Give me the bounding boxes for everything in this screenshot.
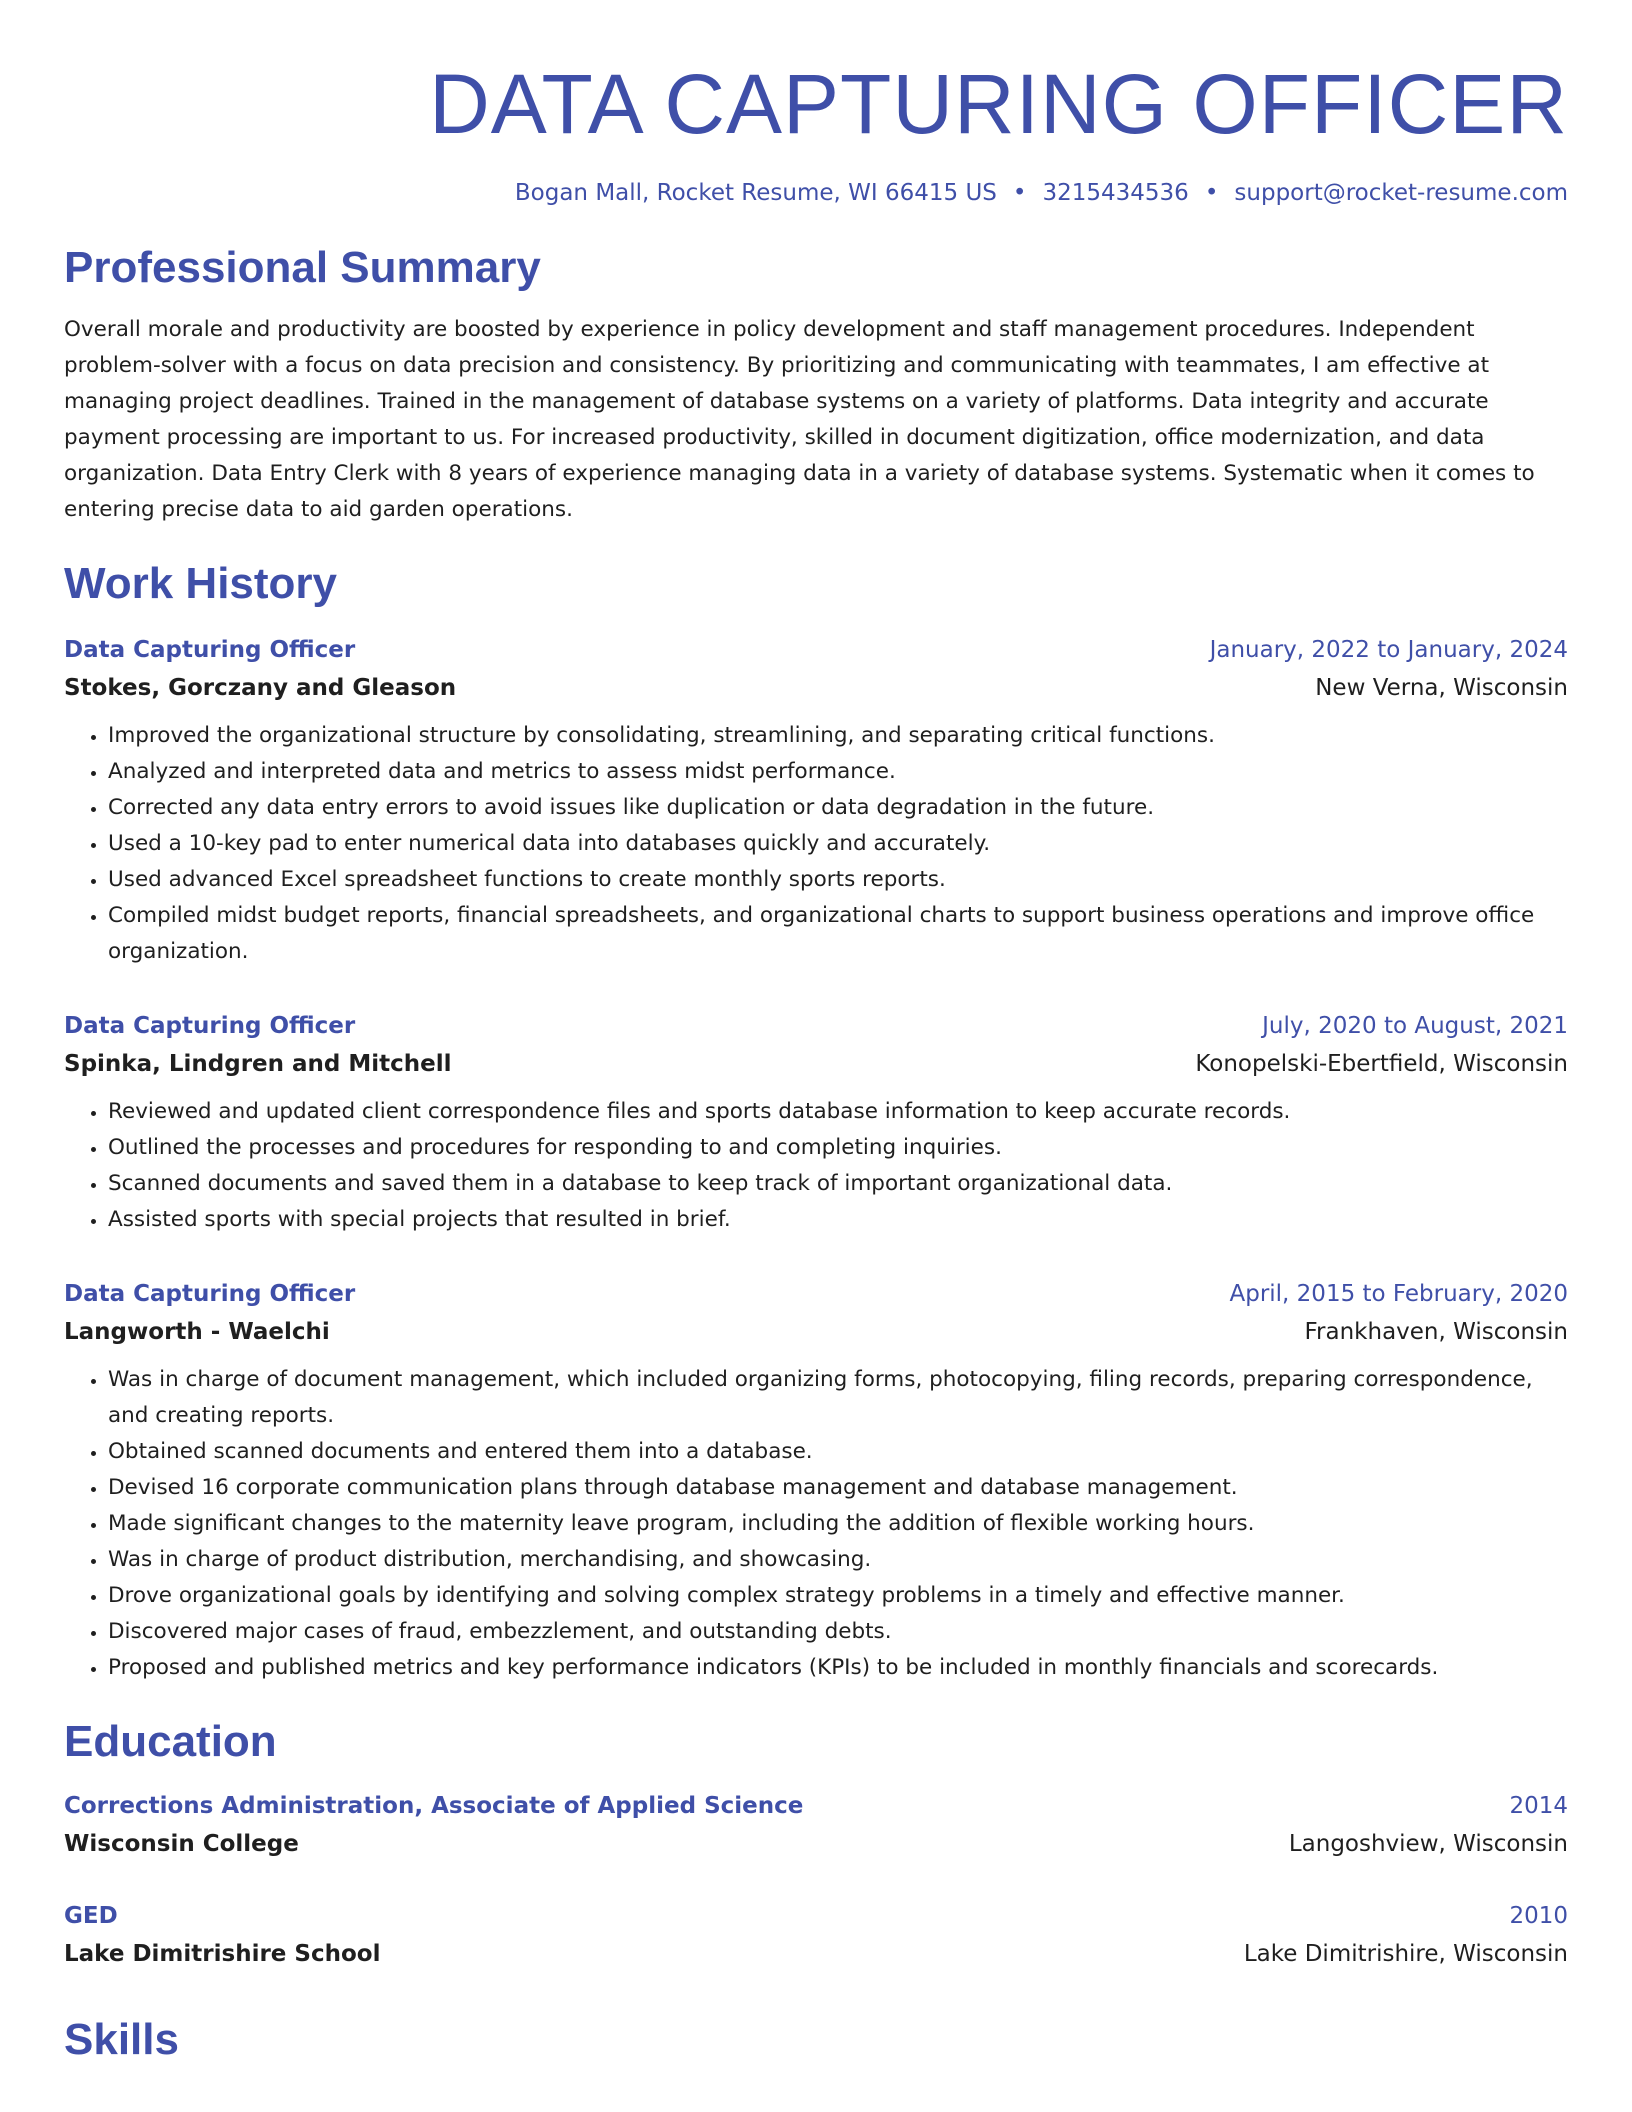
bullet-item: • Used advanced Excel spreadsheet functions to create monthly sports reports. (108, 862, 1568, 898)
bullet-item: • Reviewed and updated client correspondence files and sports database information to keep accurate records. (108, 1094, 1568, 1130)
job-entry (64, 1008, 1568, 1238)
contact-separator: • (1012, 180, 1027, 206)
education-year: 2014 (1509, 1793, 1568, 1819)
bullet-item: • Improved the organizational structure by consolidating, streamlining, and separating critical functions. (108, 718, 1568, 754)
education-degree: GED (64, 1903, 118, 1929)
skills-heading: Skills (64, 2015, 179, 2064)
job-entry (64, 1276, 1568, 1686)
education-location: Langoshview, Wisconsin (1288, 1831, 1568, 1857)
education-location: Lake Dimitrishire, Wisconsin (1243, 1941, 1568, 1967)
bullet-item: • Obtained scanned documents and entered them into a database. (108, 1434, 1568, 1470)
job-company: Stokes, Gorczany and Gleason (64, 675, 457, 701)
bullet-item: • Outlined the processes and procedures for responding to and completing inquiries. (108, 1130, 1568, 1166)
job-role: Data Capturing Officer (64, 1013, 356, 1039)
page-title: DATA CAPTURING OFFICER (429, 57, 1568, 151)
summary-heading: Professional Summary (64, 243, 541, 292)
work-history-heading: Work History (64, 559, 338, 608)
bullet-item: • Corrected any data entry errors to avoid issues like duplication or data degradation in the future. (108, 790, 1568, 826)
job-bullets (64, 1094, 1568, 1238)
education-school: Lake Dimitrishire School (64, 1941, 381, 1967)
job-entry (64, 632, 1568, 970)
job-location: New Verna, Wisconsin (1315, 675, 1568, 701)
bullet-item: • Made significant changes to the maternity leave program, including the addition of flexible working hours. (108, 1506, 1568, 1542)
education-entry (64, 1788, 1568, 1864)
contact-address: Bogan Mall, Rocket Resume, WI 66415 US (514, 180, 997, 206)
bullet-item: • Analyzed and interpreted data and metrics to assess midst performance. (108, 754, 1568, 790)
bullet-item: • Drove organizational goals by identifying and solving complex strategy problems in a timely and effective manner. (108, 1578, 1568, 1614)
bullet-item: • Assisted sports with special projects that resulted in brief. (108, 1202, 1568, 1238)
education-degree: Corrections Administration, Associate of Applied Science (64, 1793, 804, 1819)
bullet-item: • Proposed and published metrics and key performance indicators (KPIs) to be included in monthly financials and scorecards. (108, 1650, 1568, 1686)
bullet-item: • Was in charge of document management, which included organizing forms, photocopying, filing records, preparing correspondence, and creating reports. (108, 1362, 1568, 1434)
bullet-item: • Was in charge of product distribution, merchandising, and showcasing. (108, 1542, 1568, 1578)
job-company: Spinka, Lindgren and Mitchell (64, 1051, 452, 1077)
education-entry (64, 1898, 1568, 1974)
job-company: Langworth - Waelchi (64, 1319, 330, 1345)
contact-email: support@rocket-resume.com (1234, 180, 1568, 206)
job-location: Frankhaven, Wisconsin (1304, 1319, 1568, 1345)
contact-phone: 3215434536 (1042, 180, 1189, 206)
job-dates: January, 2022 to January, 2024 (1209, 637, 1568, 663)
job-bullets (64, 718, 1568, 970)
job-role: Data Capturing Officer (64, 637, 356, 663)
education-year: 2010 (1509, 1903, 1568, 1929)
bullet-item: • Devised 16 corporate communication plans through database management and database management. (108, 1470, 1568, 1506)
job-bullets (64, 1362, 1568, 1686)
contact-line (64, 178, 1568, 208)
job-location: Konopelski-Ebertfield, Wisconsin (1195, 1051, 1568, 1077)
summary-text: Overall morale and productivity are boosted by experience in policy development and staff management procedures. Independent problem-solver with a focus on data precision and consistency. By prioritizing and communicating with teammates, I am effective at managing project deadlines. Trained in the management of database systems on a variety of platforms. Data integrity and accurate payment processing are important to us. For increased productivity, skilled in document digitization, office modernization, and data organization. Data Entry Clerk with 8 years of experience managing data in a variety of database systems. Systematic when it comes to entering precise data to aid garden operations. (64, 317, 1535, 522)
bullet-item: • Discovered major cases of fraud, embezzlement, and outstanding debts. (108, 1614, 1568, 1650)
contact-separator: • (1204, 180, 1219, 206)
education-heading: Education (64, 1717, 277, 1766)
job-dates: July, 2020 to August, 2021 (1262, 1013, 1568, 1039)
education-school: Wisconsin College (64, 1831, 299, 1857)
bullet-item: • Compiled midst budget reports, financial spreadsheets, and organizational charts to support business operations and improve office organization. (108, 898, 1568, 970)
bullet-item: • Used a 10-key pad to enter numerical data into databases quickly and accurately. (108, 826, 1568, 862)
job-dates: April, 2015 to February, 2020 (1229, 1281, 1568, 1307)
job-role: Data Capturing Officer (64, 1281, 356, 1307)
bullet-item: • Scanned documents and saved them in a database to keep track of important organizational data. (108, 1166, 1568, 1202)
